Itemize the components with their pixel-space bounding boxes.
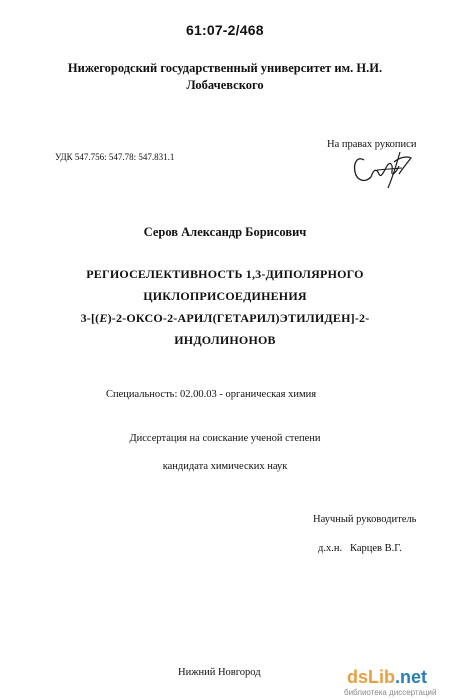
supervisor-name: д.х.н. Карцев В.Г. [318,543,402,554]
title-line-3-suffix: )-2-ОКСО-2-АРИЛ(ГЕТАРИЛ)ЭТИЛИДЕН]-2- [107,311,370,325]
dslib-watermark-logo [333,667,448,698]
city: Нижний Новгород [178,667,261,678]
university-name [0,60,450,94]
udc-code: УДК 547.756: 547.78: 547.831.1 [55,152,175,162]
dissertation-title [0,263,450,351]
university-line-1: Нижегородский государственный университет им. Н.И. [67,61,383,75]
title-line-3-prefix: 3-[( [80,311,100,325]
title-line-3-italic: E [99,311,108,325]
manuscript-rights-note: На правах рукописи [327,139,417,150]
specialty: Специальность: 02.00.03 - органическая химия [106,389,317,400]
watermark-part-2: .net [395,667,428,687]
title-line-4: ИНДОЛИНОНОВ [174,333,276,347]
title-line-3 [0,307,450,329]
handwritten-signature [352,150,414,192]
supervisor-label: Научный руководитель [313,514,417,525]
university-line-2: Лобачевского [186,78,264,92]
title-line-2: ЦИКЛОПРИСОЕДИНЕНИЯ [143,289,307,303]
degree-line-1: Диссертация на соискание ученой степени [129,433,321,444]
author-name: Серов Александр Борисович [143,225,307,239]
degree-line-2: кандидата химических наук [162,461,288,472]
watermark-subtitle: библиотека диссертаций [344,688,437,697]
archive-stamp: 61:07-2/468 [186,22,264,38]
watermark-wordmark [347,667,427,687]
title-line-1: РЕГИОСЕЛЕКТИВНОСТЬ 1,3-ДИПОЛЯРНОГО [86,267,364,281]
watermark-part-1: dsLib [347,667,395,687]
